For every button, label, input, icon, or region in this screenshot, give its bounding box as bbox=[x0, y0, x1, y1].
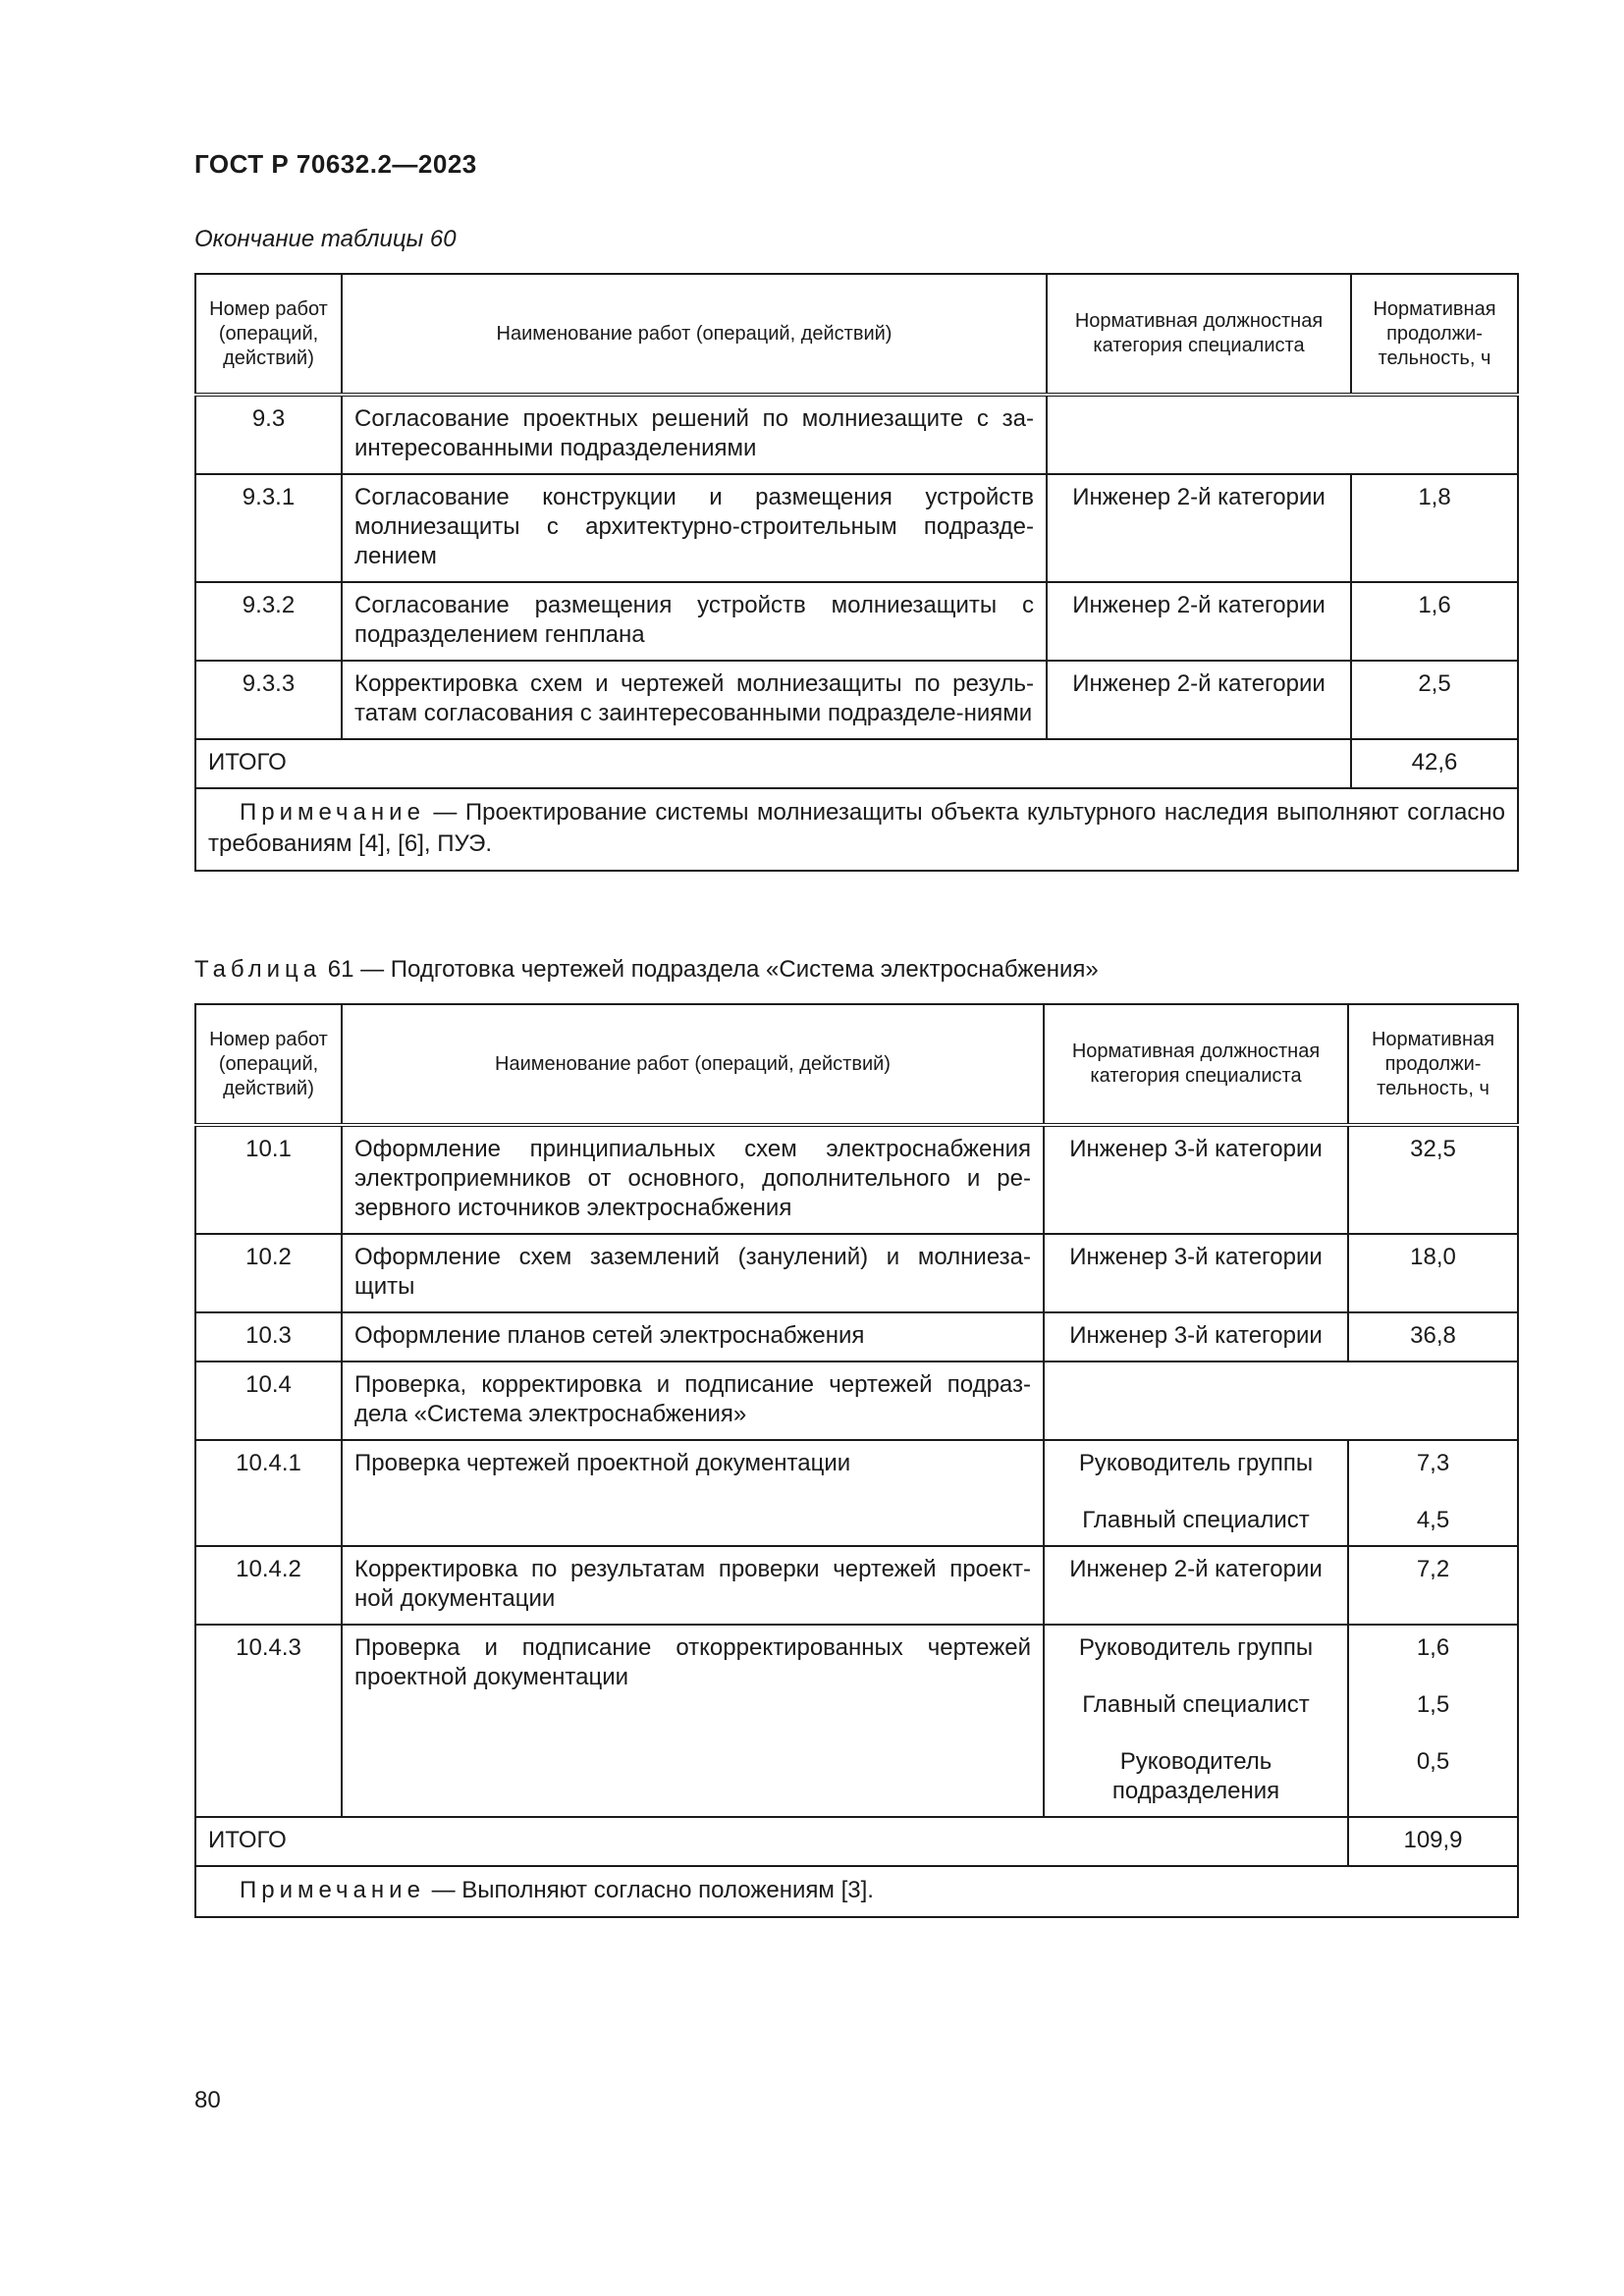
row-name: Корректировка по результатам проверки чертежей проект-ной документации bbox=[342, 1546, 1044, 1625]
row-name: Оформление принципиальных схем электроснабжения электроприемников от основного, дополнительного и ре-зервного источников электроснабжения bbox=[342, 1125, 1044, 1234]
row-empty-cell bbox=[1047, 395, 1518, 474]
column-header-name: Наименование работ (операций, действий) bbox=[342, 274, 1047, 395]
table61-caption bbox=[194, 956, 1099, 984]
row-number: 10.4.2 bbox=[195, 1546, 342, 1625]
table-row bbox=[195, 661, 1518, 739]
row-duration bbox=[1351, 661, 1518, 739]
duration-entry: 36,8 bbox=[1410, 1322, 1456, 1349]
row-name: Проверка, корректировка и подписание чертежей подраз-дела «Система электроснабжения» bbox=[342, 1362, 1044, 1440]
row-number: 10.1 bbox=[195, 1125, 342, 1234]
row-duration bbox=[1348, 1234, 1518, 1312]
category-entry: Инженер 3-й категории bbox=[1069, 1244, 1323, 1270]
table61-note bbox=[195, 1866, 1518, 1917]
row-category bbox=[1047, 474, 1351, 582]
table-row bbox=[195, 1362, 1518, 1440]
document-code: ГОСТ Р 70632.2—2023 bbox=[194, 149, 477, 179]
page-number: 80 bbox=[194, 2087, 221, 2113]
category-entry: Главный специалист bbox=[1082, 1507, 1310, 1533]
row-number: 10.3 bbox=[195, 1312, 342, 1362]
table-row bbox=[195, 1312, 1518, 1362]
duration-entry: 1,5 bbox=[1416, 1691, 1450, 1718]
row-name: Проверка и подписание откорректированных чертежей проектной документации bbox=[342, 1625, 1044, 1817]
duration-entry: 18,0 bbox=[1410, 1244, 1456, 1270]
duration-entry: 1,6 bbox=[1416, 1634, 1450, 1661]
column-header-category: Нормативная должностная категория специалиста bbox=[1047, 274, 1351, 395]
table60-note bbox=[195, 788, 1518, 871]
row-category bbox=[1044, 1625, 1348, 1817]
duration-entry: 4,5 bbox=[1416, 1507, 1450, 1533]
row-category bbox=[1044, 1234, 1348, 1312]
row-name: Проверка чертежей проектной документации bbox=[342, 1440, 1044, 1546]
row-number: 9.3.2 bbox=[195, 582, 342, 661]
row-duration bbox=[1351, 474, 1518, 582]
column-header-number: Номер работ (операций, действий) bbox=[195, 274, 342, 395]
row-name: Оформление схем заземлений (занулений) и молниеза-щиты bbox=[342, 1234, 1044, 1312]
row-category bbox=[1044, 1312, 1348, 1362]
table-row bbox=[195, 395, 1518, 474]
duration-entry: 2,5 bbox=[1418, 670, 1451, 697]
row-number: 10.2 bbox=[195, 1234, 342, 1312]
category-entry: Руководитель подразделения bbox=[1111, 1748, 1280, 1804]
table-row bbox=[195, 1440, 1518, 1546]
row-category bbox=[1044, 1125, 1348, 1234]
column-header-duration: Нормативная продолжи-тельность, ч bbox=[1348, 1004, 1518, 1125]
row-duration bbox=[1351, 582, 1518, 661]
row-number: 9.3.3 bbox=[195, 661, 342, 739]
row-category bbox=[1044, 1546, 1348, 1625]
table61-body bbox=[195, 1125, 1518, 1817]
row-category bbox=[1047, 582, 1351, 661]
category-entry: Главный специалист bbox=[1082, 1691, 1310, 1718]
table-61 bbox=[194, 1003, 1519, 1918]
category-entry: Инженер 3-й категории bbox=[1069, 1136, 1323, 1162]
table-60 bbox=[194, 273, 1519, 872]
row-name: Согласование конструкции и размещения устройств молниезащиты с архитектурно-строительным подразде-лением bbox=[342, 474, 1047, 582]
total-label: ИТОГО bbox=[195, 1817, 1348, 1866]
category-entry: Инженер 2-й категории bbox=[1072, 670, 1326, 697]
total-label: ИТОГО bbox=[195, 739, 1351, 788]
column-header-category: Нормативная должностная категория специалиста bbox=[1044, 1004, 1348, 1125]
note-text: — Выполняют согласно положениям [3]. bbox=[424, 1877, 874, 1903]
table-row bbox=[195, 474, 1518, 582]
duration-entry: 0,5 bbox=[1416, 1748, 1450, 1775]
category-entry: Инженер 2-й категории bbox=[1069, 1556, 1323, 1582]
category-entry: Инженер 2-й категории bbox=[1072, 484, 1326, 510]
category-entry: Руководитель группы bbox=[1078, 1634, 1314, 1661]
category-entry: Инженер 2-й категории bbox=[1072, 592, 1326, 618]
category-entry: Инженер 3-й категории bbox=[1069, 1322, 1323, 1349]
duration-entry: 32,5 bbox=[1410, 1136, 1456, 1162]
row-empty-cell bbox=[1044, 1362, 1518, 1440]
column-header-name: Наименование работ (операций, действий) bbox=[342, 1004, 1044, 1125]
row-number: 9.3.1 bbox=[195, 474, 342, 582]
table61-total-row bbox=[195, 1817, 1518, 1866]
row-name: Корректировка схем и чертежей молниезащиты по резуль-татам согласования с заинтересованными подразделе-ниями bbox=[342, 661, 1047, 739]
row-category bbox=[1044, 1440, 1348, 1546]
table60-body bbox=[195, 395, 1518, 739]
row-name: Согласование проектных решений по молниезащите с за-интересованными подразделениями bbox=[342, 395, 1047, 474]
total-value: 42,6 bbox=[1351, 739, 1518, 788]
row-duration bbox=[1348, 1312, 1518, 1362]
total-value: 109,9 bbox=[1348, 1817, 1518, 1866]
column-header-number: Номер работ (операций, действий) bbox=[195, 1004, 342, 1125]
row-number: 10.4.3 bbox=[195, 1625, 342, 1817]
table-row bbox=[195, 582, 1518, 661]
table60-note-row bbox=[195, 788, 1518, 871]
duration-entry: 1,8 bbox=[1418, 484, 1451, 510]
table-row bbox=[195, 1125, 1518, 1234]
table61-note-row bbox=[195, 1866, 1518, 1917]
table61-header-row bbox=[195, 1004, 1518, 1125]
duration-entry: 1,6 bbox=[1418, 592, 1451, 618]
table-row bbox=[195, 1234, 1518, 1312]
table61-caption-text: 61 — Подготовка чертежей подраздела «Система электроснабжения» bbox=[321, 956, 1099, 983]
table60-total-row bbox=[195, 739, 1518, 788]
row-number: 9.3 bbox=[195, 395, 342, 474]
table60-header-row bbox=[195, 274, 1518, 395]
row-duration bbox=[1348, 1546, 1518, 1625]
row-number: 10.4 bbox=[195, 1362, 342, 1440]
category-entry: Руководитель группы bbox=[1078, 1450, 1314, 1476]
note-label: Примечание bbox=[240, 799, 425, 826]
row-duration bbox=[1348, 1125, 1518, 1234]
row-duration bbox=[1348, 1440, 1518, 1546]
row-name: Оформление планов сетей электроснабжения bbox=[342, 1312, 1044, 1362]
table60-caption: Окончание таблицы 60 bbox=[194, 226, 457, 252]
table61-caption-label: Таблица bbox=[194, 956, 322, 983]
row-category bbox=[1047, 661, 1351, 739]
row-duration bbox=[1348, 1625, 1518, 1817]
row-number: 10.4.1 bbox=[195, 1440, 342, 1546]
row-name: Согласование размещения устройств молниезащиты с подразделением генплана bbox=[342, 582, 1047, 661]
table-row bbox=[195, 1625, 1518, 1817]
table-row bbox=[195, 1546, 1518, 1625]
duration-entry: 7,2 bbox=[1416, 1556, 1450, 1582]
duration-entry: 7,3 bbox=[1416, 1450, 1450, 1476]
column-header-duration: Нормативная продолжи-тельность, ч bbox=[1351, 274, 1518, 395]
note-text: — Проектирование системы молниезащиты объекта культурного наследия выполняют согласно требованиям [4], [6], ПУЭ. bbox=[208, 799, 1505, 857]
note-label: Примечание bbox=[240, 1877, 425, 1903]
